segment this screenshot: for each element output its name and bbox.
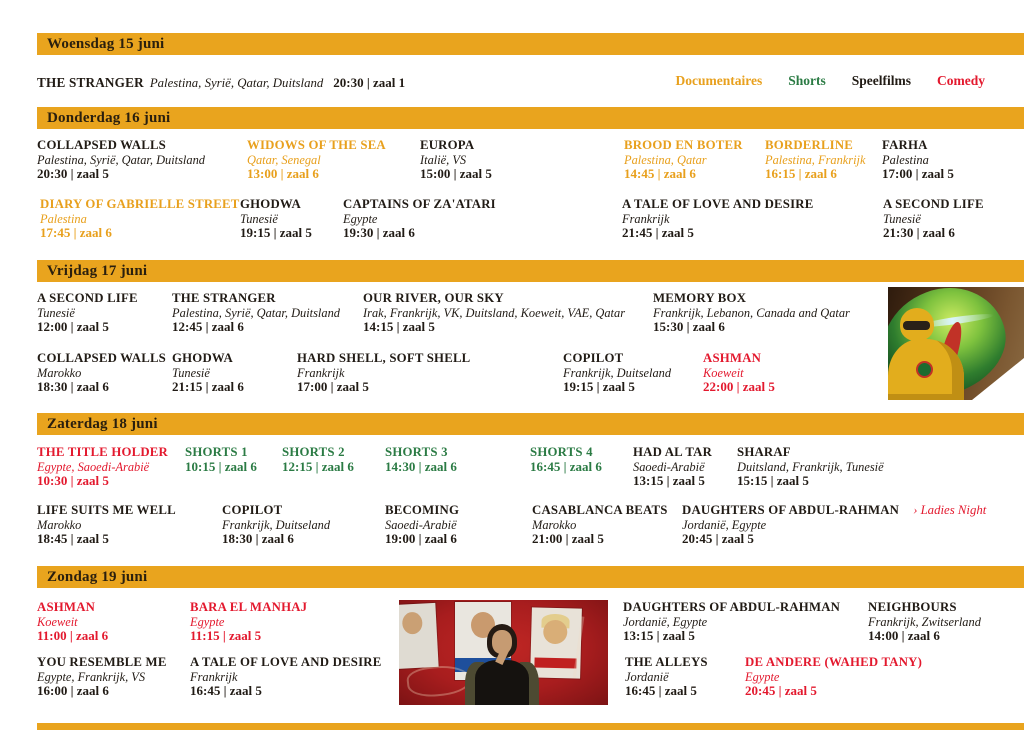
film-title-line (385, 445, 457, 460)
film-title-line (172, 291, 340, 306)
day-header-bar (37, 33, 1024, 55)
film-title: BORDERLINE (765, 138, 854, 152)
film-entry (532, 503, 668, 547)
film-schedule: 14:30 | zaal 6 (385, 458, 457, 474)
film-title: DIARY OF GABRIELLE STREET (40, 197, 240, 211)
film-title: DAUGHTERS OF ABDUL-RAHMAN (623, 600, 841, 614)
film-title: COPILOT (222, 503, 283, 517)
film-title: COLLAPSED WALLS (37, 138, 166, 152)
film-countries: Frankrijk (190, 669, 238, 684)
film-schedule: 20:30 | zaal 1 (333, 75, 406, 90)
film-countries: Tunesië (240, 211, 278, 226)
film-title: FARHA (882, 138, 928, 152)
day-header-bar-partial (37, 723, 1024, 730)
film-entry (745, 655, 922, 699)
film-entry (624, 138, 743, 182)
film-schedule: 21:45 | zaal 5 (622, 225, 694, 241)
film-countries: Marokko (37, 365, 82, 380)
film-countries: Egypte (190, 614, 225, 629)
film-title-line (530, 445, 602, 460)
ashman-movie-still (888, 287, 1024, 400)
film-countries: Saoedi-Arabië (633, 459, 705, 474)
film-countries: Koeweit (703, 365, 744, 380)
film-title-line (247, 138, 386, 153)
film-schedule: 20:45 | zaal 5 (682, 531, 754, 547)
film-title-line (868, 600, 981, 615)
film-title-line (37, 655, 167, 670)
film-title-line (625, 655, 708, 670)
film-title-line (343, 197, 496, 212)
film-countries: Duitsland, Frankrijk, Tunesië (737, 459, 884, 474)
film-title-line (185, 445, 257, 460)
film-schedule: 16:45 | zaal 5 (190, 683, 262, 699)
film-countries: Palestina (882, 152, 929, 167)
film-schedule: 17:00 | zaal 5 (882, 166, 954, 182)
film-title-line (37, 291, 138, 306)
film-entry (682, 503, 986, 547)
film-title: THE STRANGER (172, 291, 276, 305)
film-schedule: 14:15 | zaal 5 (363, 319, 435, 335)
film-schedule: 18:30 | zaal 6 (37, 379, 109, 395)
film-entry (37, 655, 167, 699)
film-title: ASHMAN (37, 600, 96, 614)
ashman-still-emblem (916, 361, 933, 378)
film-entry (37, 503, 176, 547)
film-countries: Qatar, Senegal (247, 152, 321, 167)
film-entry (40, 197, 240, 241)
film-title: ASHMAN (703, 351, 762, 365)
film-entry (385, 503, 459, 547)
film-countries: Egypte (745, 669, 780, 684)
film-title: YOU RESEMBLE ME (37, 655, 167, 669)
film-title-line (363, 291, 625, 306)
film-schedule: 19:30 | zaal 6 (343, 225, 415, 241)
film-countries: Egypte, Frankrijk, VS (37, 669, 146, 684)
film-countries: Palestina, Syrië, Qatar, Duitsland (172, 305, 340, 320)
film-title: NEIGHBOURS (868, 600, 957, 614)
legend-item-short: Shorts (788, 73, 826, 88)
film-entry (185, 445, 257, 474)
film-entry (190, 600, 307, 644)
film-countries: Frankrijk, Zwitserland (868, 614, 981, 629)
film-countries: Palestina, Syrië, Qatar, Duitsland (149, 76, 324, 90)
film-entry (37, 74, 405, 92)
film-title-line (883, 197, 984, 212)
film-countries: Palestina, Qatar (624, 152, 707, 167)
film-entry (172, 291, 340, 335)
film-title-line (622, 197, 813, 212)
day-header-bar (37, 566, 1024, 588)
film-schedule: 14:45 | zaal 6 (624, 166, 696, 182)
film-title-line (172, 351, 244, 366)
film-entry (623, 600, 840, 644)
film-title-line (37, 503, 176, 518)
film-title-line (624, 138, 743, 153)
film-countries: Tunesië (172, 365, 210, 380)
film-title-line (385, 503, 459, 518)
film-title-line (623, 600, 840, 615)
film-title-line (40, 197, 240, 212)
film-countries: Frankrijk, Lebanon, Canada and Qatar (653, 305, 850, 320)
film-schedule: 10:15 | zaal 6 (185, 458, 257, 474)
film-countries: Jordanië, Egypte (682, 517, 767, 532)
film-entry (868, 600, 981, 644)
film-entry (765, 138, 866, 182)
film-countries: Frankrijk, Duitseland (222, 517, 331, 532)
film-countries: Palestina (40, 211, 87, 226)
film-title-line (745, 655, 922, 670)
film-entry (363, 291, 625, 335)
film-schedule: 18:45 | zaal 5 (37, 531, 109, 547)
film-entry (282, 445, 354, 474)
film-title-line (532, 503, 668, 518)
day-title: Woensdag 15 juni (47, 35, 165, 52)
film-countries: Marokko (532, 517, 577, 532)
film-title: MEMORY BOX (653, 291, 747, 305)
film-schedule: 12:00 | zaal 5 (37, 319, 109, 335)
film-schedule: 16:45 | zaal 5 (625, 683, 697, 699)
film-schedule: 15:00 | zaal 5 (420, 166, 492, 182)
film-title: COPILOT (563, 351, 624, 365)
film-entry (343, 197, 496, 241)
film-schedule: 11:15 | zaal 5 (190, 628, 262, 644)
film-title: A TALE OF LOVE AND DESIRE (622, 197, 814, 211)
film-entry (530, 445, 602, 474)
film-title-line (222, 503, 330, 518)
film-title: THE TITLE HOLDER (37, 445, 168, 459)
film-entry (37, 600, 108, 644)
day-title: Zaterdag 18 juni (47, 415, 158, 432)
election-poster-left (399, 603, 439, 669)
film-title: THE STRANGER (37, 75, 144, 90)
film-title-line (420, 138, 492, 153)
film-entry (190, 655, 381, 699)
film-title: DE ANDERE (WAHED TANY) (745, 655, 923, 669)
film-schedule: 22:00 | zaal 5 (703, 379, 775, 395)
film-countries: Saoedi-Arabië (385, 517, 457, 532)
legend-item-comedy: Comedy (937, 73, 985, 88)
film-title-line (297, 351, 470, 366)
day-title: Vrijdag 17 juni (47, 262, 148, 279)
film-countries: Jordanië (625, 669, 669, 684)
film-title: LIFE SUITS ME WELL (37, 503, 176, 517)
film-title-line (37, 351, 166, 366)
film-countries: Irak, Frankrijk, VK, Duitsland, Koeweit, VAE, Qatar (363, 305, 626, 320)
film-title-line (240, 197, 312, 212)
film-countries: Frankrijk, Duitseland (563, 365, 672, 380)
film-title: SHORTS 4 (530, 445, 593, 459)
film-entry (247, 138, 386, 182)
film-title: HAD AL TAR (633, 445, 713, 459)
film-title-line (190, 600, 307, 615)
film-countries: Egypte (343, 211, 378, 226)
film-schedule: 15:30 | zaal 6 (653, 319, 725, 335)
film-title-line (282, 445, 354, 460)
woman-torso (475, 660, 529, 705)
film-entry (37, 291, 138, 335)
film-schedule: 10:30 | zaal 5 (37, 473, 109, 489)
poster-caption-band (534, 657, 576, 668)
film-title-line (37, 600, 108, 615)
film-title: A TALE OF LOVE AND DESIRE (190, 655, 382, 669)
film-entry (883, 197, 984, 241)
film-title: BARA EL MANHAJ (190, 600, 308, 614)
film-entry (37, 138, 205, 182)
film-schedule: 20:45 | zaal 5 (745, 683, 817, 699)
day-header-bar (37, 260, 1024, 282)
film-title-line (190, 655, 381, 670)
day-title: Donderdag 16 juni (47, 109, 171, 126)
film-schedule: 15:15 | zaal 5 (737, 473, 809, 489)
film-title-line (633, 445, 712, 460)
film-entry (633, 445, 712, 489)
film-countries: Palestina, Syrië, Qatar, Duitsland (37, 152, 205, 167)
poster-face (402, 612, 423, 635)
film-entry (297, 351, 470, 395)
film-title-line (703, 351, 775, 366)
film-title: SHORTS 3 (385, 445, 448, 459)
film-schedule: 21:30 | zaal 6 (883, 225, 955, 241)
film-title: CAPTAINS OF ZA'ATARI (343, 197, 496, 211)
ashman-still-goggles (903, 321, 930, 330)
film-title-line (37, 74, 144, 91)
film-title-line (37, 445, 168, 460)
film-schedule: 17:45 | zaal 6 (40, 225, 112, 241)
film-entry (625, 655, 708, 699)
film-schedule: 21:15 | zaal 6 (172, 379, 244, 395)
film-schedule: 16:15 | zaal 6 (765, 166, 837, 182)
film-countries: Tunesië (37, 305, 75, 320)
film-entry (653, 291, 850, 335)
film-schedule: 21:00 | zaal 5 (532, 531, 604, 547)
film-title: COLLAPSED WALLS (37, 351, 166, 365)
film-schedule: 16:45 | zaal 6 (530, 458, 602, 474)
film-countries: Marokko (37, 517, 82, 532)
film-title-line (563, 351, 671, 366)
film-schedule: 19:15 | zaal 5 (563, 379, 635, 395)
film-entry (420, 138, 492, 182)
film-schedule: 12:15 | zaal 6 (282, 458, 354, 474)
film-schedule: 13:15 | zaal 5 (633, 473, 705, 489)
film-title: BECOMING (385, 503, 460, 517)
film-title: OUR RIVER, OUR SKY (363, 291, 504, 305)
film-schedule: 13:00 | zaal 6 (247, 166, 319, 182)
film-title-line (765, 138, 866, 153)
film-entry (622, 197, 813, 241)
film-entry (563, 351, 671, 395)
film-countries: Koeweit (37, 614, 78, 629)
film-schedule: 19:00 | zaal 6 (385, 531, 457, 547)
film-schedule: 16:00 | zaal 6 (37, 683, 109, 699)
film-schedule: 11:00 | zaal 6 (37, 628, 109, 644)
film-entry (37, 351, 166, 395)
film-entry (737, 445, 884, 489)
film-schedule: 14:00 | zaal 6 (868, 628, 940, 644)
film-countries: Italië, VS (420, 152, 467, 167)
film-entry (385, 445, 457, 474)
film-countries: Egypte, Saoedi-Arabië (37, 459, 150, 474)
film-schedule: 19:15 | zaal 5 (240, 225, 312, 241)
film-title-line (682, 503, 986, 518)
film-title-line (37, 138, 205, 153)
film-entry (240, 197, 312, 241)
film-countries: Tunesië (883, 211, 921, 226)
film-title: GHODWA (240, 197, 301, 211)
film-entry (882, 138, 954, 182)
film-entry (37, 445, 168, 489)
poster-face (543, 620, 568, 645)
legend-item-documentaire: Documentaires (675, 73, 763, 88)
film-note-ladies-night: › Ladies Night (913, 503, 987, 517)
film-title: SHORTS 2 (282, 445, 345, 459)
film-title: BROOD EN BOTER (624, 138, 743, 152)
film-title: SHARAF (737, 445, 791, 459)
film-title: SHORTS 1 (185, 445, 248, 459)
film-title: A SECOND LIFE (37, 291, 138, 305)
film-schedule: 18:30 | zaal 6 (222, 531, 294, 547)
film-schedule: 17:00 | zaal 5 (297, 379, 369, 395)
film-schedule: 12:45 | zaal 6 (172, 319, 244, 335)
film-countries: Frankrijk (622, 211, 670, 226)
film-title-line (653, 291, 850, 306)
film-entry (222, 503, 330, 547)
film-countries: Frankrijk (297, 365, 345, 380)
film-title: CASABLANCA BEATS (532, 503, 668, 517)
day-header-bar (37, 107, 1024, 129)
film-title: WIDOWS OF THE SEA (247, 138, 386, 152)
film-title: GHODWA (172, 351, 233, 365)
film-title: DAUGHTERS OF ABDUL-RAHMAN (682, 503, 900, 517)
film-title-line (737, 445, 884, 460)
film-title: THE ALLEYS (625, 655, 708, 669)
film-title-line (882, 138, 954, 153)
film-schedule: 20:30 | zaal 5 (37, 166, 109, 182)
film-countries: Palestina, Frankrijk (765, 152, 866, 167)
film-entry (703, 351, 775, 395)
day-header-bar (37, 413, 1024, 435)
category-legend (675, 73, 985, 89)
legend-item-speelfilm: Speelfilms (851, 73, 911, 88)
street-movie-still (399, 600, 608, 705)
film-title: A SECOND LIFE (883, 197, 984, 211)
film-schedule: 13:15 | zaal 5 (623, 628, 695, 644)
day-title: Zondag 19 juni (47, 568, 148, 585)
film-countries: Jordanië, Egypte (623, 614, 708, 629)
film-title: HARD SHELL, SOFT SHELL (297, 351, 471, 365)
film-title: EUROPA (420, 138, 475, 152)
film-entry (172, 351, 244, 395)
